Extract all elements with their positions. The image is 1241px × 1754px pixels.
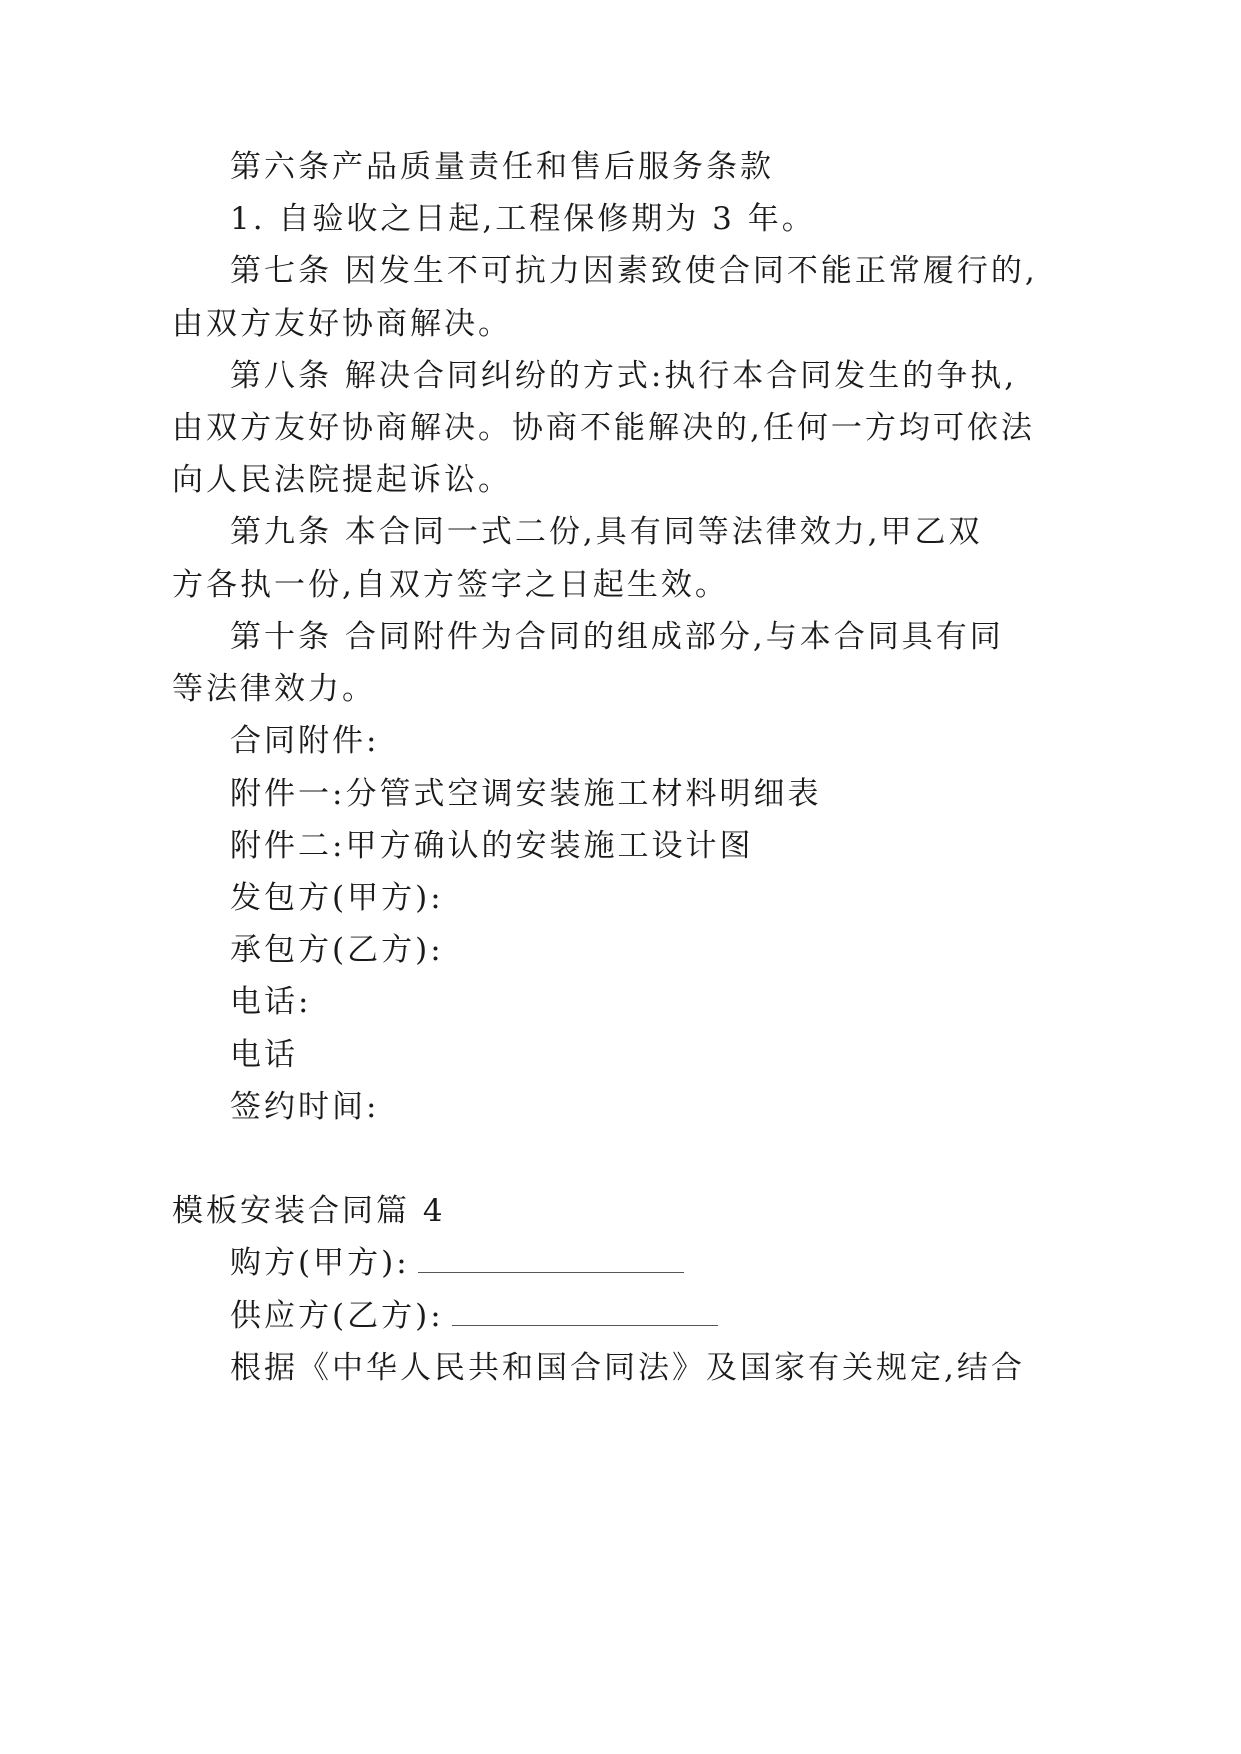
supplier-label: 供应方(乙方):: [230, 1298, 444, 1334]
phone-label-2: 电话: [230, 1037, 298, 1073]
article-8-line-1: 第八条 解决合同纠纷的方式:执行本合同发生的争执,: [230, 358, 1018, 394]
attachment-2: 附件二:甲方确认的安装施工设计图: [230, 828, 754, 864]
buyer-blank-line: [418, 1244, 684, 1273]
buyer-row: [230, 1243, 684, 1283]
attachments-heading: 合同附件:: [230, 723, 380, 759]
basis-line: 根据《中华人民共和国合同法》及国家有关规定,结合: [230, 1350, 1025, 1386]
article-7-line-1: 第七条 因发生不可抗力因素致使合同不能正常履行的,: [230, 253, 1038, 289]
party-a-label: 发包方(甲方):: [230, 880, 444, 916]
article-8-line-2: 由双方友好协商解决。协商不能解决的,任何一方均可依法: [172, 410, 1035, 446]
section-4-title: 模板安装合同篇 4: [172, 1193, 446, 1229]
phone-label-1: 电话:: [230, 984, 312, 1020]
article-8-line-3: 向人民法院提起诉讼。: [172, 462, 512, 498]
attachment-1: 附件一:分管式空调安装施工材料明细表: [230, 776, 822, 812]
sign-time-label: 签约时间:: [230, 1089, 380, 1125]
article-10-line-1: 第十条 合同附件为合同的组成部分,与本合同具有同: [230, 619, 1004, 655]
article-6-title: 第六条产品质量责任和售后服务条款: [230, 149, 774, 185]
party-b-label: 承包方(乙方):: [230, 932, 444, 968]
buyer-label: 购方(甲方):: [230, 1245, 410, 1281]
supplier-blank-line: [452, 1297, 718, 1326]
article-6-item-1: 1. 自验收之日起,工程保修期为 3 年。: [230, 201, 816, 237]
article-7-line-2: 由双方友好协商解决。: [172, 306, 512, 342]
article-9-line-2: 方各执一份,自双方签字之日起生效。: [172, 567, 729, 603]
supplier-row: [230, 1296, 718, 1336]
article-10-line-2: 等法律效力。: [172, 671, 376, 707]
article-9-line-1: 第九条 本合同一式二份,具有同等法律效力,甲乙双: [230, 514, 983, 550]
